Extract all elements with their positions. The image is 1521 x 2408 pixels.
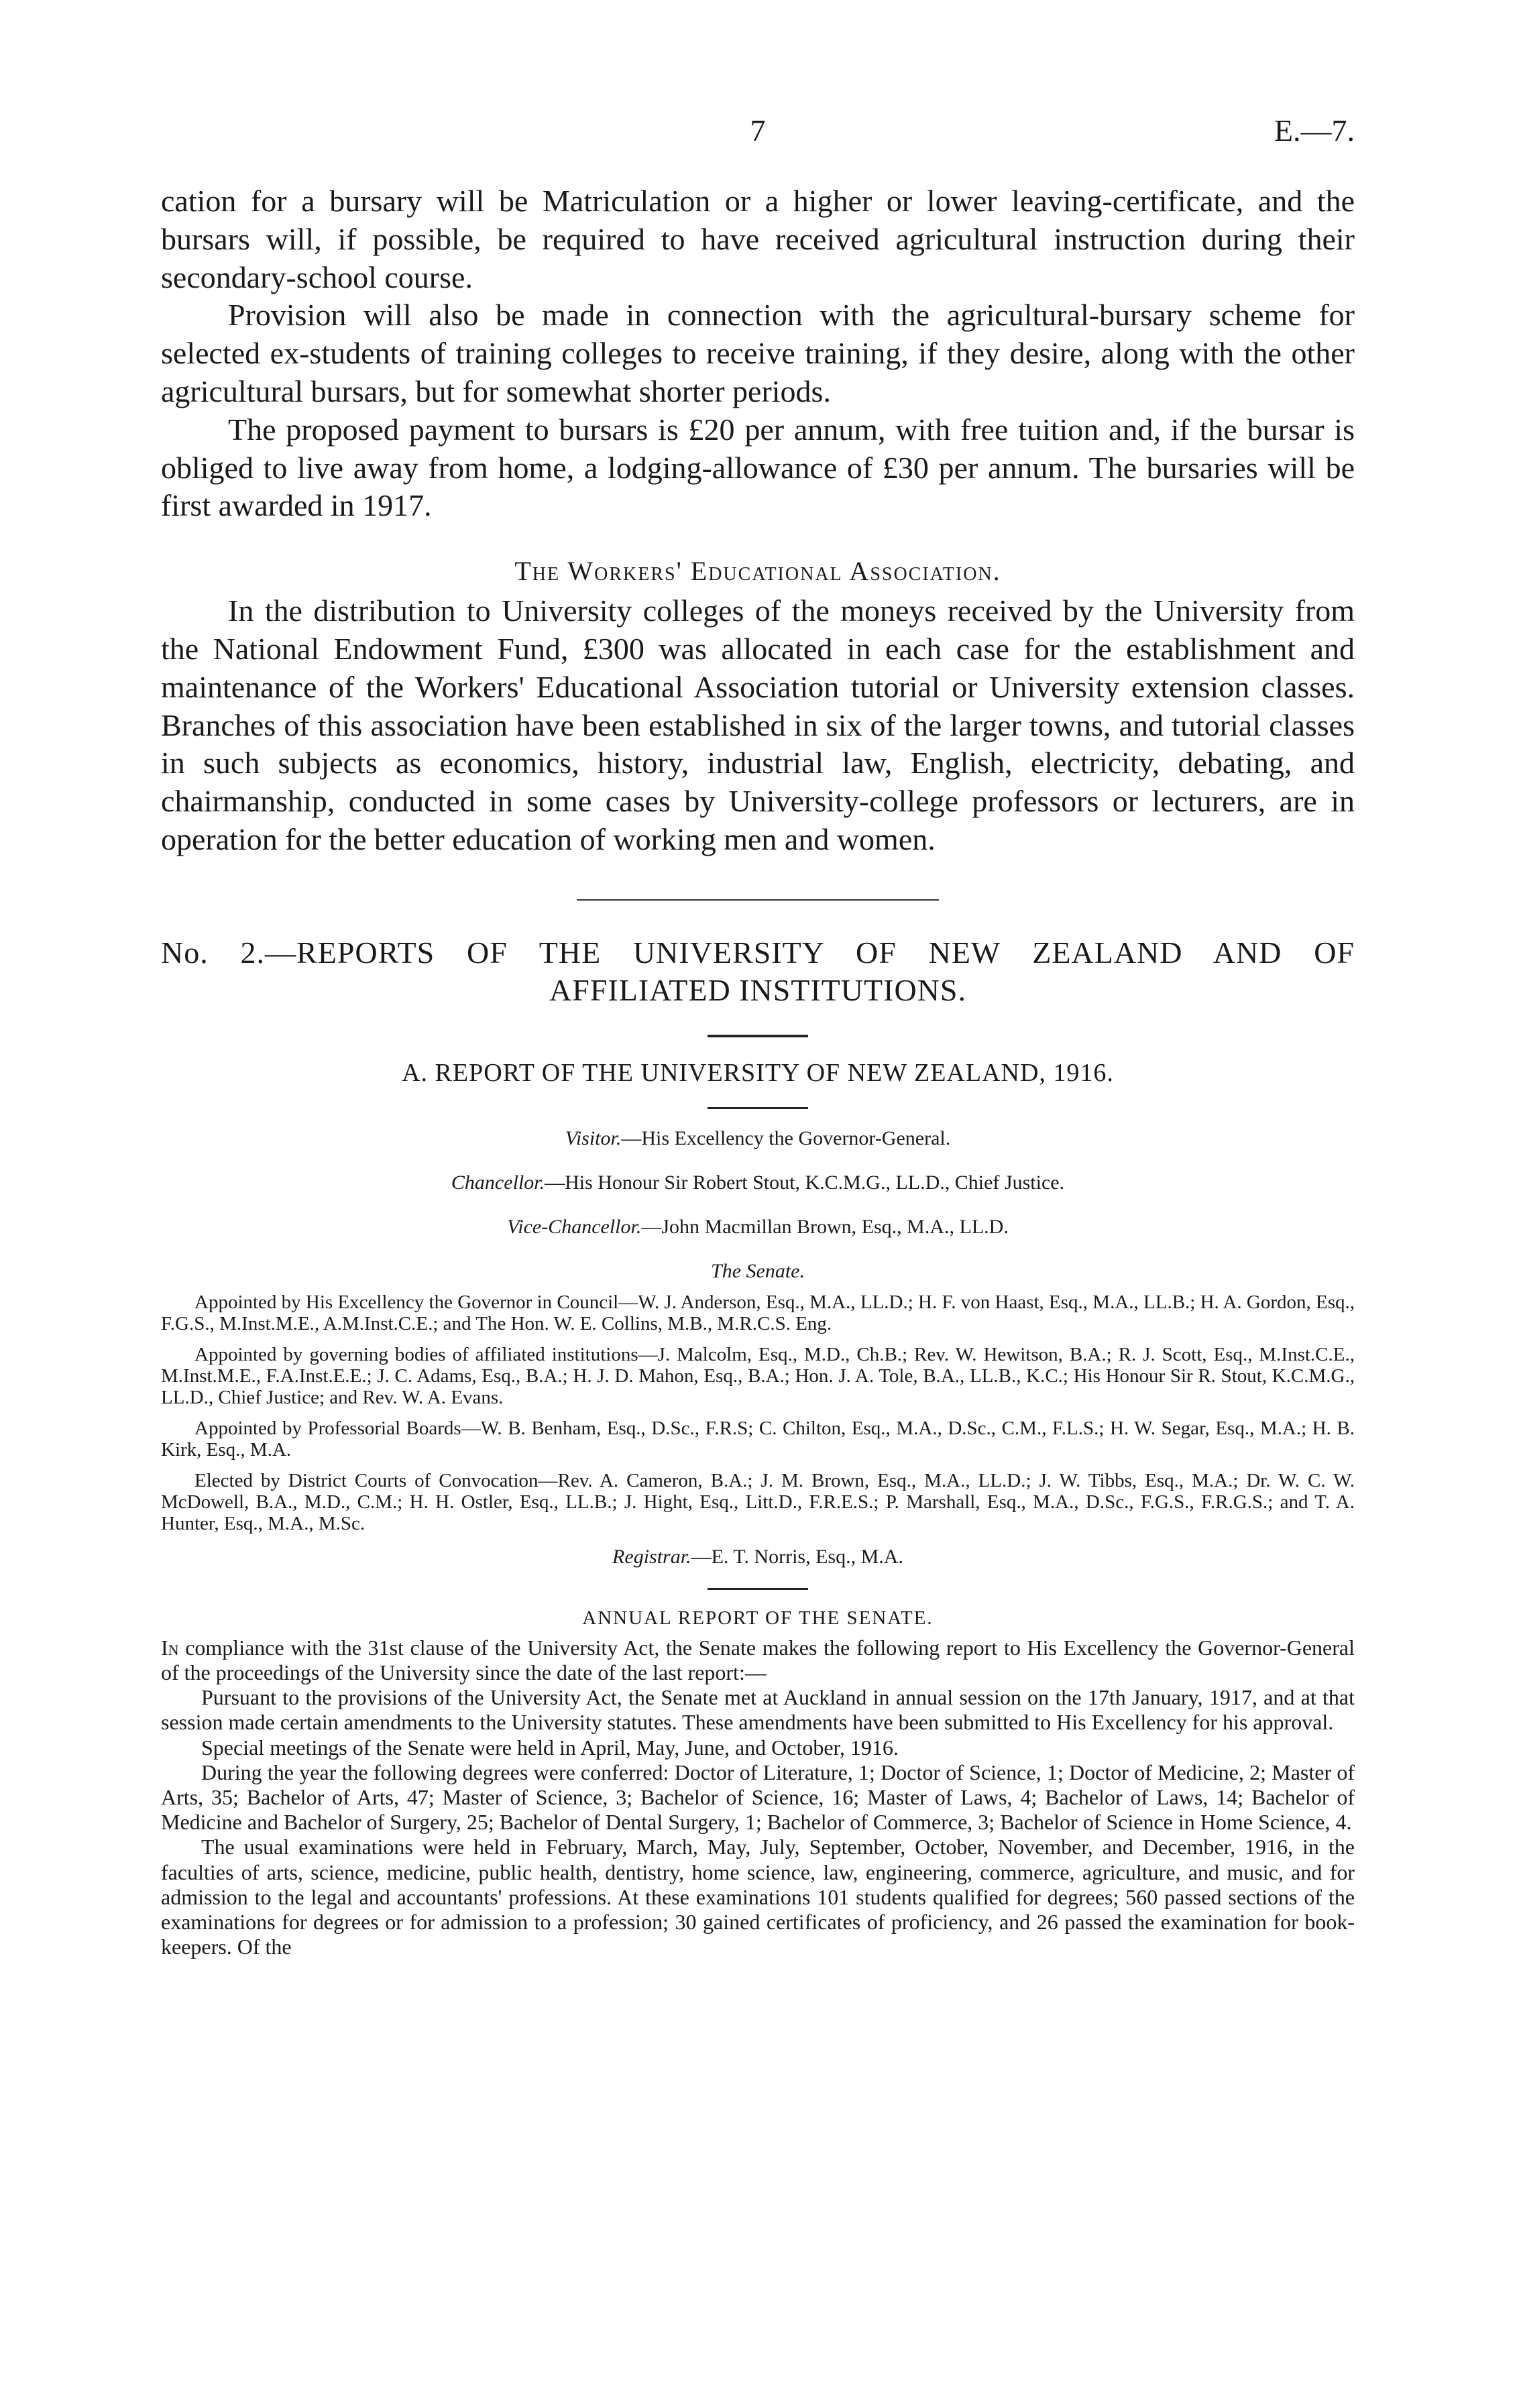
section-divider (577, 899, 939, 901)
page-body (161, 182, 1355, 1959)
annual-paragraph-2: Pursuant to the provisions of the University Act, the Senate met at Auckland in annual session on the 17th January, 1917, and at that session made certain amendments to the University statutes. These amendments have been submitted to His Excellency for his approval. (161, 1685, 1355, 1735)
chancellor-line (161, 1169, 1355, 1196)
bursary-paragraph-2: Provision will also be made in connection with the agricultural-bursary scheme for selected ex-students of training colleges to receive training, if they desire, along with the other agricultural bursars, but for somewhat shorter periods. (161, 298, 1355, 408)
visitor-label: Visitor. (565, 1127, 622, 1149)
section-heading (161, 934, 1355, 1009)
section-heading-line-1: No. 2.—REPORTS OF THE UNIVERSITY OF NEW ZEALAND AND OF (161, 935, 1355, 970)
bursary-paragraph-3: The proposed payment to bursars is £20 per annum, with free tuition and, if the bursar is obliged to live away from home, a lodging-allowance of £30 per annum. The bursaries will be first awarded in 1917. (161, 412, 1355, 523)
page-reference: E.—7. (1274, 113, 1355, 148)
annual-paragraph-1-text: compliance with the 31st clause of the University Act, the Senate makes the following report to His Excellency the Governor-General of the proceedings of the University since the date of the last report:— (161, 1635, 1355, 1684)
vice-chancellor-label: Vice-Chancellor. (507, 1215, 642, 1238)
annual-paragraph-1 (161, 1636, 1355, 1685)
senate-paragraph-3: Appointed by Professorial Boards—W. B. Benham, Esq., D.Sc., F.R.S; C. Chilton, Esq., M.A., D.Sc., C.M., F.L.S.; H. W. Segar, Esq., M.A.; H. B. Kirk, Esq., M.A. (161, 1417, 1355, 1460)
annual-report-heading: ANNUAL REPORT OF THE SENATE. (582, 1607, 934, 1629)
report-title: A. REPORT OF THE UNIVERSITY OF NEW ZEALAND, 1916. (402, 1058, 1114, 1087)
registrar-text: —E. T. Norris, Esq., M.A. (691, 1545, 903, 1568)
section-heading-line-2: AFFILIATED INSTITUTIONS. (549, 972, 966, 1007)
vice-chancellor-line (161, 1214, 1355, 1241)
page-header (161, 113, 1355, 160)
senate-heading: The Senate. (711, 1259, 805, 1282)
chancellor-text: —His Honour Sir Robert Stout, K.C.M.G., LL.D., Chief Justice. (545, 1171, 1065, 1194)
annual-paragraph-5: The usual examinations were held in February, March, May, July, September, October, November, and December, 1916, in the faculties of arts, science, medicine, public health, dentistry, home science, law, engineering, commerce, agriculture, and music, and for admission to the legal and accountants' professions. At these examinations 101 students qualified for degrees; 560 passed sections of the examinations for degrees or for admission to a profession; 30 gained certificates of proficiency, and 26 passed the examination for book-keepers. Of the (161, 1835, 1355, 1959)
annual-paragraph-3: Special meetings of the Senate were held in April, May, June, and October, 1916. (201, 1735, 899, 1760)
vice-chancellor-text: —John Macmillan Brown, Esq., M.A., LL.D. (641, 1215, 1009, 1238)
visitor-line (161, 1125, 1355, 1152)
senate-paragraph-2: Appointed by governing bodies of affiliated institutions—J. Malcolm, Esq., M.D., Ch.B.; Rev. W. Hewitson, B.A.; R. J. Scott, Esq., M.Inst.C.E., M.Inst.M.E., F.A.Inst.E.E.; J. C. Adams, Esq., B.A.; H. J. D. Mahon, Esq., B.A.; Hon. J. A. Tole, B.A., LL.B., K.C.; His Honour Sir R. Stout, K.C.M.G., LL.D., Chief Justice; and Rev. W. A. Evans. (161, 1343, 1355, 1408)
page-number: 7 (750, 113, 766, 148)
short-rule-3 (708, 1588, 808, 1590)
annual-paragraph-4: During the year the following degrees were conferred: Doctor of Literature, 1; Doctor of Science, 1; Doctor of Medicine, 2; Master of Arts, 35; Bachelor of Arts, 47; Master of Science, 3; Bachelor of Science, 16; Master of Laws, 4; Bachelor of Laws, 14; Bachelor of Medicine and Bachelor of Surgery, 25; Bachelor of Dental Surgery, 1; Bachelor of Commerce, 3; Bachelor of Science in Home Science, 4. (161, 1760, 1355, 1835)
visitor-text: —His Excellency the Governor-General. (621, 1127, 951, 1149)
senate-paragraph-4: Elected by District Courts of Convocation—Rev. A. Cameron, B.A.; J. M. Brown, Esq., M.A., LL.D.; J. W. Tibbs, Esq., M.A.; Dr. W. C. W. McDowell, B.A., M.D., C.M.; H. H. Ostler, Esq., LL.B.; J. Hight, Esq., Litt.D., F.R.E.S.; P. Marshall, Esq., M.A., D.Sc., F.G.S., F.R.G.S.; and T. A. Hunter, Esq., M.A., M.Sc. (161, 1469, 1355, 1534)
wea-paragraph: In the distribution to University colleges of the moneys received by the University from the National Endowment Fund, £300 was allocated in each case for the establishment and maintenance of the Workers' Educational Association tutorial or University extension classes. Branches of this association have been established in six of the larger towns, and tutorial classes in such subjects as economics, history, industrial law, English, electricity, debating, and chairmanship, conducted in some cases by University-college professors or lecturers, are in operation for the better education of working men and women. (161, 593, 1355, 856)
senate-paragraph-1: Appointed by His Excellency the Governor in Council—W. J. Anderson, Esq., M.A., LL.D.; H. F. von Haast, Esq., M.A., LL.B.; H. A. Gordon, Esq., F.G.S., M.Inst.M.E., A.M.Inst.C.E.; and The Hon. W. E. Collins, M.B., M.R.C.S. Eng. (161, 1291, 1355, 1334)
wea-heading: The Workers' Educational Association. (514, 556, 1001, 587)
chancellor-label: Chancellor. (451, 1171, 545, 1194)
annual-lead-word: In (161, 1635, 179, 1660)
short-rule-2 (708, 1107, 808, 1109)
registrar-line (161, 1544, 1355, 1570)
registrar-label: Registrar. (612, 1545, 691, 1568)
bursary-paragraph-1: cation for a bursary will be Matriculation or a higher or lower leaving-certificate, and the bursars will, if possible, be required to have received agricultural instruction during their secondary-school course. (161, 184, 1355, 294)
short-rule-1 (708, 1035, 808, 1037)
